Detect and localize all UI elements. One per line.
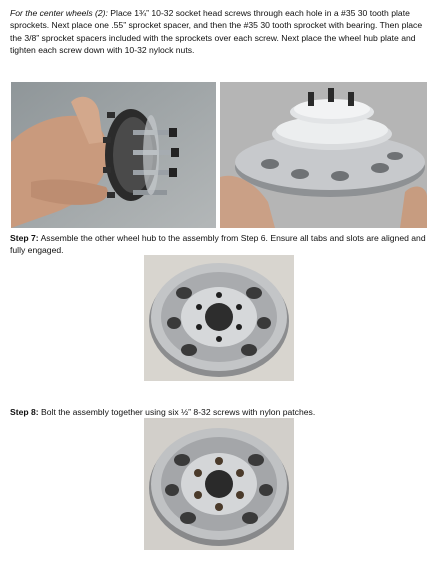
photo-assembled-wheel-hubs xyxy=(144,255,294,381)
step8-label: Step 8: xyxy=(10,407,39,417)
step8-paragraph xyxy=(10,406,435,418)
step7-label: Step 7: xyxy=(10,233,39,243)
step7-text: Assemble the other wheel hub to the assembly from Step 6. Ensure all tabs and slots are aligned and fully engaged. xyxy=(10,233,426,256)
photo-bolted-assembly xyxy=(144,418,294,550)
intro-lead: For the center wheels (2): xyxy=(10,8,108,18)
step7-paragraph xyxy=(10,232,435,257)
intro-paragraph xyxy=(10,7,435,57)
photo-hub-plate-with-sprockets xyxy=(220,82,427,228)
photo-hand-holding-sprocket-stack xyxy=(11,82,216,228)
step8-text: Bolt the assembly together using six ½” 8-32 screws with nylon patches. xyxy=(38,407,316,417)
intro-text: Place 1¾” 10-32 socket head screws through each hole in a #35 30 tooth plate sprockets. Next place one .55” sprocket spacer, and then the #35 30 tooth sprocket with bearing. Then place the 3/8” sprocket spacers included with the sprockets over each screw. Next place the wheel hub plate and tighten each screw down with 10-32 nylock nuts. xyxy=(10,8,423,56)
